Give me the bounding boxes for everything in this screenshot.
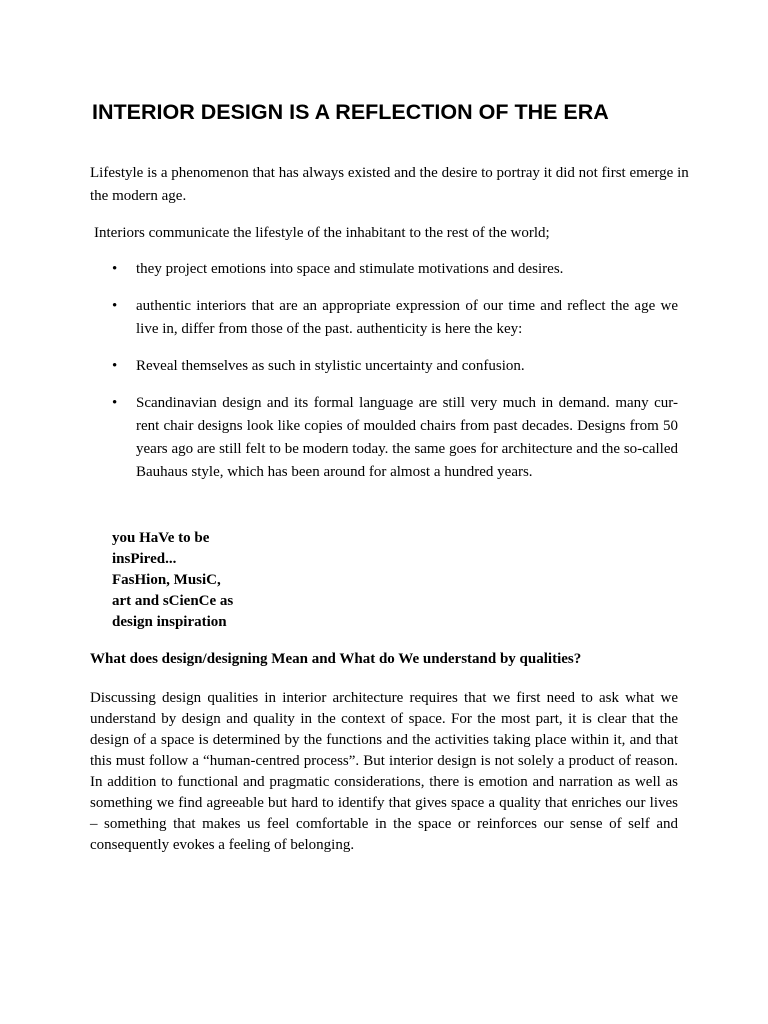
list-item <box>112 295 702 341</box>
bullet-list <box>112 258 702 498</box>
bullet-icon: • <box>112 395 118 411</box>
inspiration-callout <box>112 528 233 633</box>
page-title: INTERIOR DESIGN IS A REFLECTION OF THE ERA <box>92 100 609 124</box>
list-item <box>112 392 702 484</box>
bullet-icon: • <box>112 261 118 277</box>
inspiration-line: design inspiration <box>112 614 227 630</box>
interiors-paragraph: Interiors communicate the lifestyle of the inhabitant to the rest of the world; <box>94 225 550 241</box>
inspiration-line: art and sCienCe as <box>112 593 234 609</box>
bullet-text: Reveal themselves as such in stylistic uncertainty and confusion. <box>136 358 525 374</box>
inspiration-line: you HaVe to be <box>112 530 210 546</box>
bullet-text: Scandinavian design and its formal language are still very much in demand. many cur- rent chair designs look like copies of moulded chairs from past decades. Designs from 50 years ago are still felt to be modern today. the same goes for architecture and the so-called Bauhaus style, which has been around for almost a hundred years. <box>136 395 678 480</box>
bullet-text: they project emotions into space and stimulate motivations and desires. <box>136 261 564 277</box>
bullet-icon: • <box>112 298 118 314</box>
intro-paragraph: Lifestyle is a phenomenon that has always existed and the desire to portray it did not first emerge in the modern age. <box>90 165 689 204</box>
bullet-icon: • <box>112 358 118 374</box>
discussion-paragraph: Discussing design qualities in interior architecture requires that we first need to ask what we understand by design and quality in the context of space. For the most part, it is clear that the design of a space is determined by the functions and the activities taking place within it, and that this must follow a “human-centred process”. But interior design is not solely a product of reason. In addition to functional and pragmatic considerations, there is emotion and narration as well as something we find agreeable but hard to identify that gives space a quality that enriches our lives – something that makes us feel comfortable in the space or reinforces our sense of self and consequently evokes a feeling of belonging. <box>90 690 678 853</box>
section-question-heading: What does design/designing Mean and What do We understand by qualities? <box>90 651 582 667</box>
inspiration-line: FasHion, MusiC, <box>112 572 221 588</box>
bullet-text: authentic interiors that are an appropriate expression of our time and reflect the age we live in, differ from those of the past. authenticity is here the key: <box>136 298 678 337</box>
list-item <box>112 258 702 281</box>
inspiration-line: insPired... <box>112 551 177 567</box>
list-item <box>112 355 702 378</box>
